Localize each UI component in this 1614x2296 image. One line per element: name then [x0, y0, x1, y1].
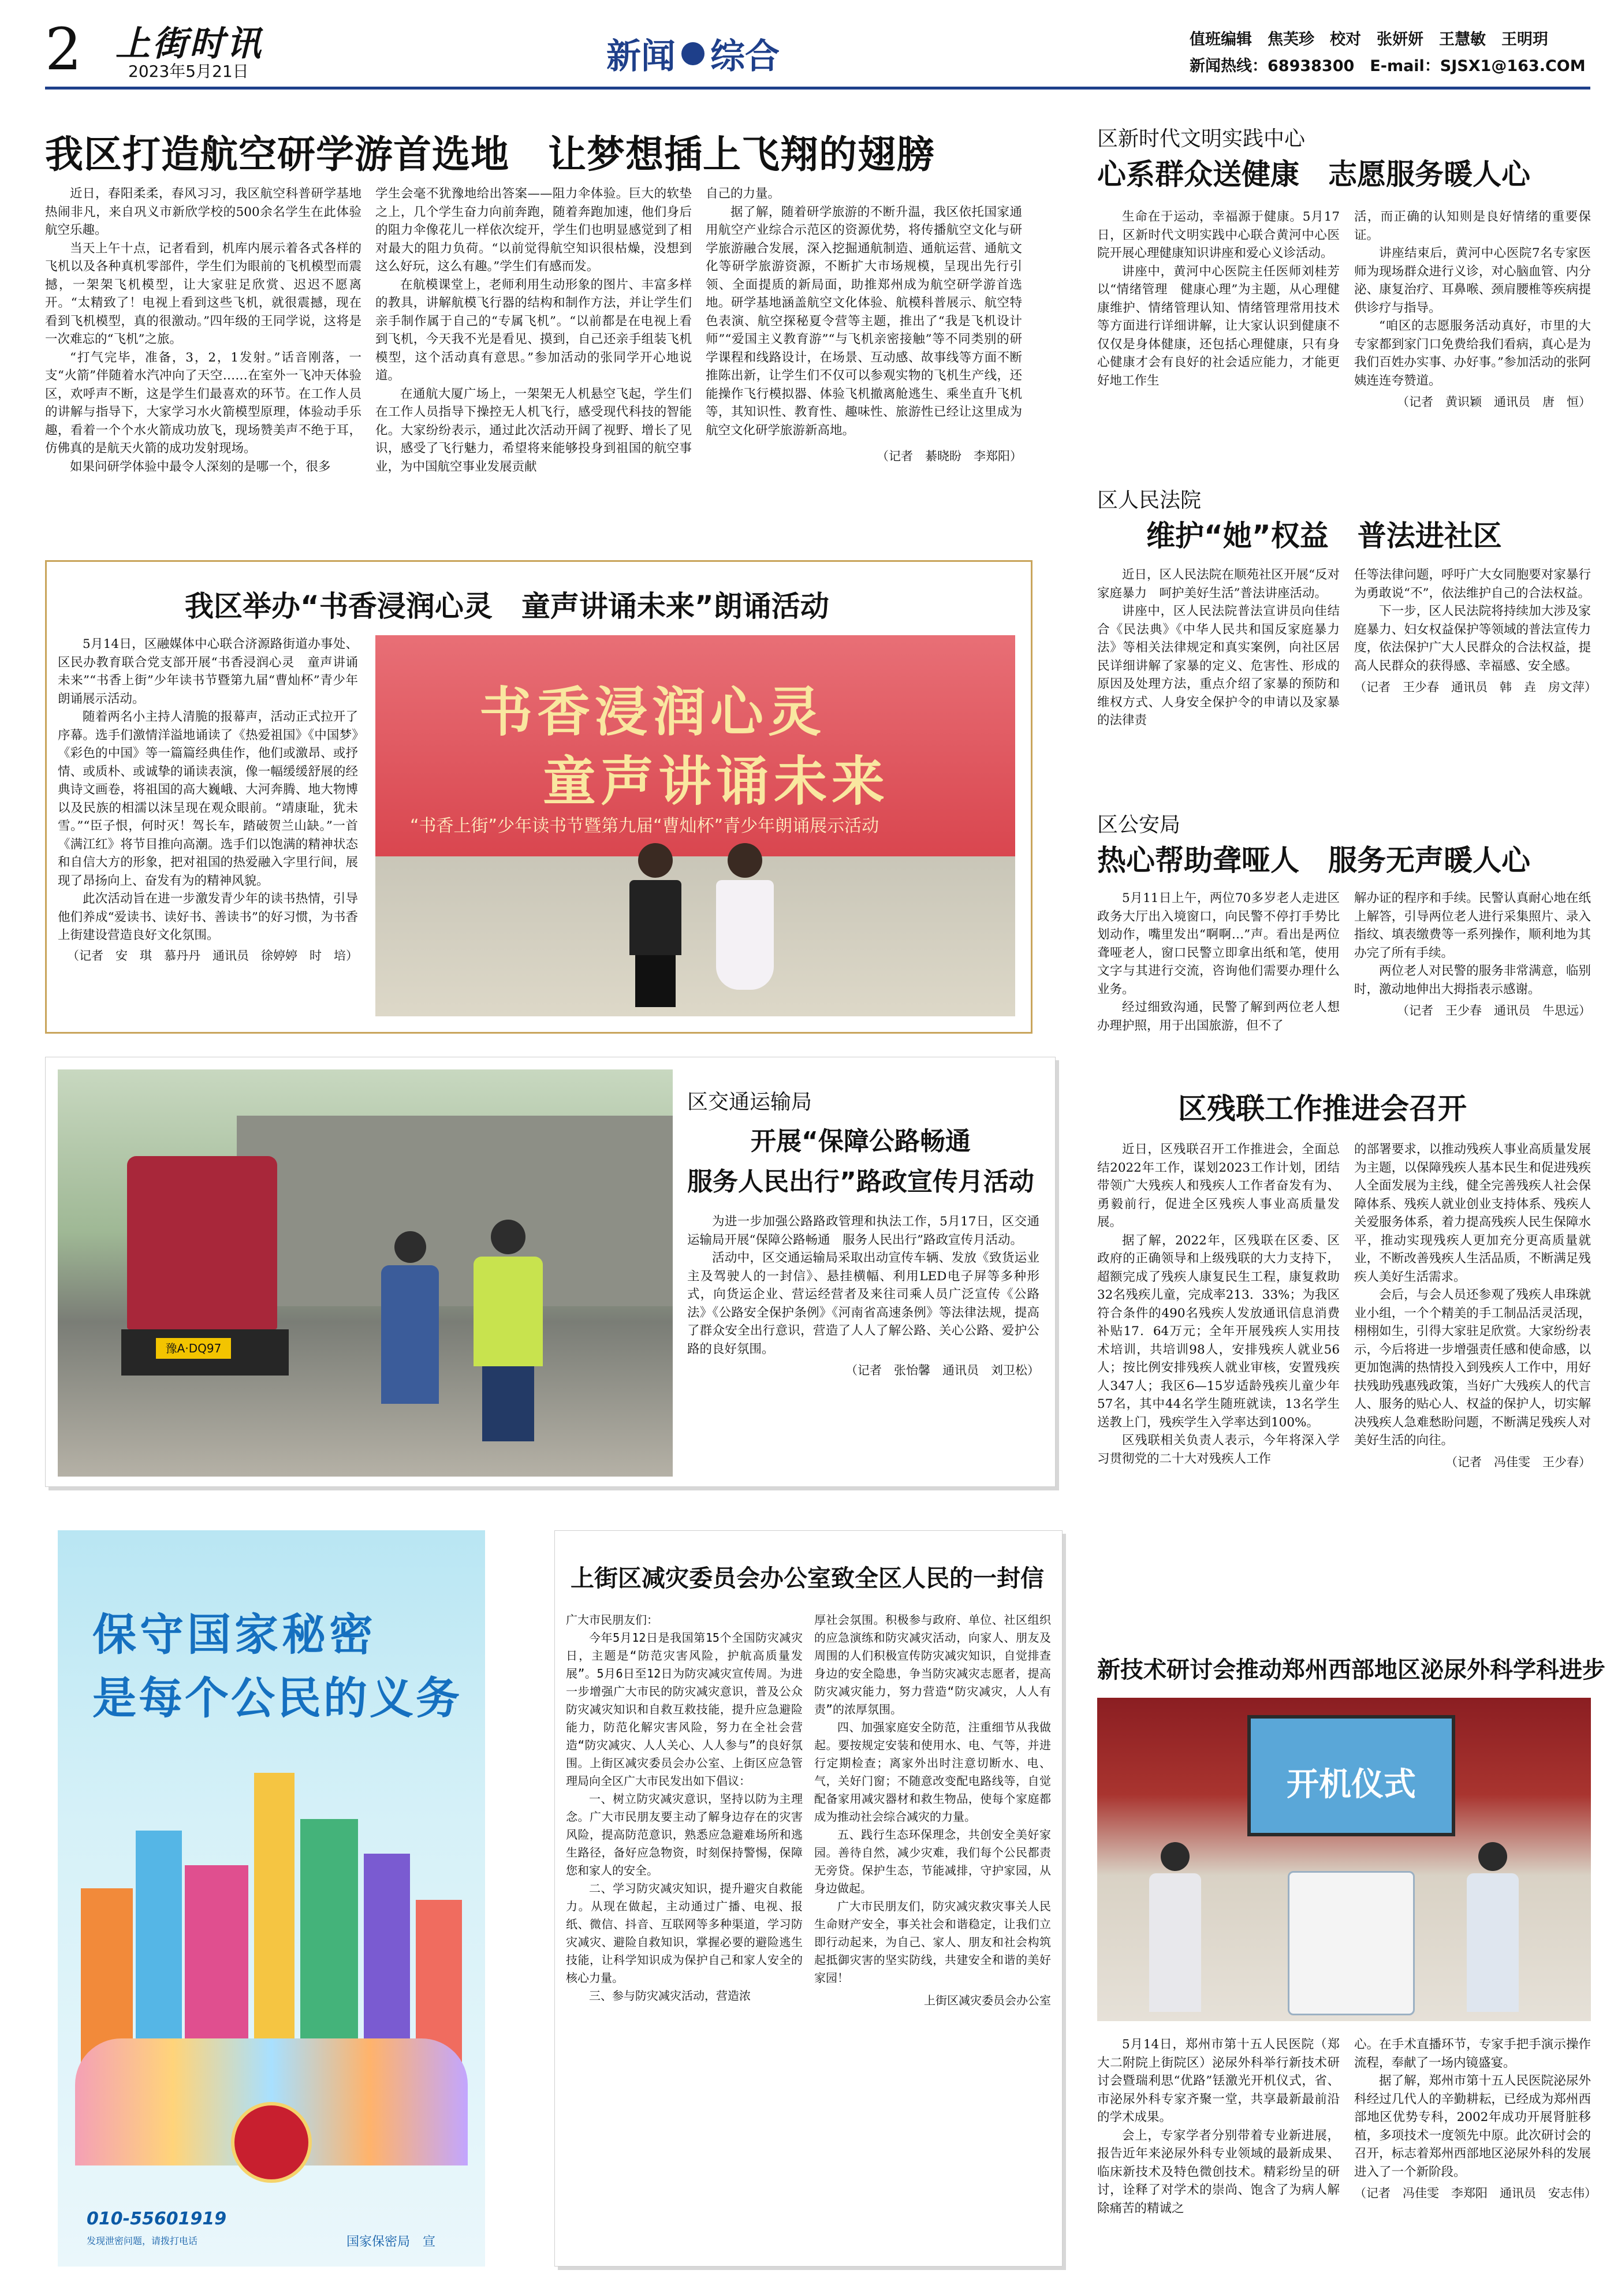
paragraph: 为进一步加强公路路政管理和执法工作，5月17日，区交通运输局开展“保障公路畅通 服务人民出行”路政宣传月活动。: [687, 1214, 1039, 1247]
paragraph: 据了解，2022年，区残联在区委、区政府的正确领导和上级残联的大力支持下，超额完成了残疾人康复民生工程，康复救助32名残疾儿童，完成率213．33%；为我区符合条件的490名残疾人发放通讯信息消费补贴17．64万元；全年开展残疾人实用技术培训，共培训98人，安排残疾人就业56人；按比例安排残疾人就业审核，安置残疾人347人；我区6—15岁适龄残疾儿童少年57名，其中44名学生随班就读，13名学生送教上门，残疾学生入学率达到100%。: [1097, 1233, 1340, 1430]
page-number: 2: [45, 16, 82, 83]
r1-dept: 区新时代文明实践中心: [1097, 127, 1306, 151]
photo-banner-sub: “书香上街”少年读书节暨第九届“曹灿杯”青少年朗诵展示活动: [410, 816, 879, 836]
r5-screen-text: 开机仪式: [1287, 1766, 1416, 1803]
issue-date: 2023年5月21日: [128, 62, 249, 81]
paragraph: 广大市民朋友们：: [566, 1613, 658, 1627]
r4-byline: （记者 冯佳雯 王少春）: [1445, 1455, 1591, 1469]
paragraph: 任等法律问题，呼吁广大女同胞要对家暴行为勇敢说“不”，依法维护自己的合法权益。: [1354, 568, 1591, 601]
r3-col1: [1097, 889, 1340, 1035]
section-dot-icon: [681, 42, 705, 65]
officer-figure: [474, 1220, 543, 1445]
paragraph: 5月14日，区融媒体中心联合济源路街道办事处、区民办教育联合党支部开展“书香浸润心灵 童声讲诵未来”“书香上街”少年读书节暨第九届“曹灿杯”青少年朗诵展示活动。: [58, 637, 358, 706]
paragraph: 下一步，区人民法院将持续加大涉及家庭暴力、妇女权益保护等领域的普法宣传力度，依法保护广大人民群众的合法权益，提高人民群众的获得感、幸福感、安全感。: [1354, 604, 1591, 673]
r4-col2: [1354, 1140, 1591, 1471]
paragraph: 五、践行生态环保理念，共创安全美好家园。善待自然，减少灾难，我们每个公民都责无旁贷。保护生态，节能减排，守护家园，从身边做起。: [814, 1828, 1051, 1895]
poster-phone-note: 发现泄密问题，请拨打电话: [87, 2235, 198, 2246]
r5-photo: [1097, 1698, 1591, 2021]
r5-device: [1288, 1871, 1415, 2015]
r5-col2: [1354, 2036, 1597, 2203]
paragraph: 厚社会氛围。积极参与政府、单位、社区组织的应急演练和防灾减灾活动，向家人、朋友及周围的人们积极宣传防灾减灾知识，自觉排查身边的安全隐患，争当防灾减灾志愿者，提高防灾减灾能力，努力营造“防灾减灾，人人有责”的浓厚氛围。: [814, 1613, 1051, 1716]
r5-headline: 新技术研讨会推动郑州西部地区泌尿外科学科进步: [1097, 1657, 1605, 1683]
art1-col2: [375, 185, 692, 476]
paragraph: 在航模课堂上，老师利用生动形象的图片、丰富多样的教具，讲解航模飞行器的结构和制作方法，并让学生们亲手制作属于自己的“专属飞机”。“以前都是在电视上看到飞机，今天我不光是看见、摸到，自己还亲手组装飞机模型，这个活动真有意思。”参加活动的张同学开心地说道。: [375, 277, 692, 383]
paragraph: 在通航大厦广场上，一架架无人机悬空飞起，学生们在工作人员指导下操控无人机飞行，感受现代科技的智能化。大家纷纷表示，通过此次活动开阔了视野、增长了见识，感受了飞行魅力，希望将来能够投身到祖国的航空事业，为中国航空事业发展贡献: [375, 386, 692, 474]
art2-headline: 我区举办“书香浸润心灵 童声讲诵未来”朗诵活动: [185, 590, 829, 623]
paragraph: 近日，春阳柔柔，春风习习，我区航空科普研学基地热闹非凡，来自巩义市新欣学校的500余名学生在此体验航空乐趣。: [45, 187, 361, 237]
paragraph: 活动中，区交通运输局采取出动宣传车辆、发放《致货运业主及驾驶人的一封信》、悬挂横幅、利用LED电子屏等多种形式，向货运企业、营运经营者及来往司乘人员广泛宣传《公路法》《公路安全保护条例》《河南省高速条例》等法律法规，提高了群众安全出行意识，营造了人人了解公路、关心公路、爱护公路的良好氛围。: [687, 1251, 1039, 1356]
art2-text: [58, 635, 358, 965]
r3-headline: 热心帮助聋哑人 服务无声暖人心: [1097, 844, 1530, 877]
photo-banner-line2: 童声讲诵未来: [543, 750, 890, 812]
letter-headline: 上街区减灾委员会办公室致全区人民的一封信: [571, 1564, 1044, 1592]
poster-line2: 是每个公民的义务: [92, 1672, 462, 1724]
officer-figure: [381, 1231, 439, 1404]
poster-issuer: 国家保密局 宣: [346, 2235, 436, 2249]
paragraph: 学生会毫不犹豫地给出答案——阻力伞体验。巨大的软垫之上，几个学生奋力向前奔跑，随着奔跑加速，他们身后的阻力伞像花儿一样依次绽开，学生们也明显感觉到了相对最大的阻力负荷。“以前觉得航空知识很枯燥，没想到这么好玩，这么有趣。”学生们有感而发。: [375, 187, 692, 274]
art3-headline-line1: 开展“保障公路畅通: [751, 1127, 971, 1156]
poster-phone: 010-55601919: [87, 2209, 227, 2229]
r1-headline: 心系群众送健康 志愿服务暖人心: [1097, 158, 1530, 191]
truck-cab: [127, 1156, 277, 1329]
paragraph: 讲座结束后，黄河中心医院7名专家医师为现场群众进行义诊，对心脑血管、内分泌、康复治疗、耳鼻喉、颈肩腰椎等疾病提供诊疗与指导。: [1354, 246, 1591, 315]
art3-text: [687, 1213, 1039, 1380]
paragraph: 近日，区人民法院在顺苑社区开展“反对家庭暴力 呵护美好生活”普法讲座活动。: [1097, 568, 1340, 601]
paragraph: 解办证的程序和手续。民警认真耐心地在纸上解答，引导两位老人进行采集照片、录入指纹、填表缴费等一系列操作，顺利地为其办完了所有手续。: [1354, 891, 1591, 960]
r3-byline: （记者 王少春 通讯员 牛思远）: [1397, 1004, 1591, 1017]
photo-banner-line1: 书香浸润心灵: [479, 681, 826, 743]
r1-col2: [1354, 208, 1591, 412]
r2-byline: （记者 王少春 通讯员 韩 垚 房文萍）: [1354, 680, 1597, 694]
paragraph: 自己的力量。: [706, 187, 781, 201]
masthead: [0, 0, 1614, 98]
paper-name: 上街时讯: [115, 24, 263, 64]
paragraph: 一、树立防灾减灾意识，坚持以防为主理念。广大市民朋友要主动了解身边存在的灾害风险，提高防范意识，熟悉应急避难场所和逃生路径，备好应急物资，时刻保持警惕，保障您和家人的安全。: [566, 1792, 803, 1877]
paragraph: 三、参与防灾减灾活动，营造浓: [589, 1989, 751, 2003]
paragraph: 四、加强家庭安全防范，注重细节从我做起。要按规定安装和使用水、电、气等，并进行定期检查；离家外出时注意切断水、电、气，关好门窗；不随意改变配电路线等，自觉配备家用减灾器材和救生物品，使每个家庭都成为推动社会综合减灾的力量。: [814, 1720, 1051, 1824]
paragraph: 会后，与会人员还参观了残疾人串珠就业小组，一个个精美的手工制品活灵活现，栩栩如生，引得大家驻足欣赏。大家纷纷表示，今后将进一步增强责任感和使命感，以更加饱满的热情投入到残疾人工作中，用好扶残助残惠残政策，当好广大残疾人的代言人、服务的贴心人、权益的保护人，切实解决残疾人急难愁盼问题，不断满足残疾人对美好生活的向往。: [1354, 1288, 1591, 1448]
letter-signature: 上街区减灾委员会办公室: [924, 1993, 1051, 2007]
r5-screen: [1247, 1715, 1455, 1836]
r5-byline: （记者 冯佳雯 李郑阳 通讯员 安志伟）: [1354, 2186, 1597, 2200]
art2-byline: （记者 安 琪 慕丹丹 通讯员 徐婷婷 时 培）: [67, 948, 358, 963]
editor-credits: 值班编辑 焦芙珍 校对 张妍妍 王慧敏 王明玥: [1190, 31, 1548, 49]
art3-headline-line2: 服务人民出行”路政宣传月活动: [687, 1167, 1034, 1197]
paragraph: 心。在手术直播环节，专家手把手演示操作流程，奉献了一场内镜盛宴。: [1354, 2037, 1591, 2070]
art2-photo: [375, 635, 1015, 1016]
paragraph: 今年5月12日是我国第15个全国防灾减灾日，主题是“防范灾害风险，护航高质量发展”。5月6日至12日为防灾减灾宣传周。为进一步增强广大市民的防灾减灾意识，普及公众防灾减灾知识和自救互救技能，提升应急避险能力，防范化解灾害风险，努力在全社会营造“防灾减灾、人人关心、人人参与”的良好氛围。上街区减灾委员会办公室、上街区应急管理局向全区广大市民发出如下倡议：: [566, 1631, 803, 1788]
paragraph: 讲座中，黄河中心医院主任医师刘桂芳以“情绪管理 健康心理”为主题，从心理健康维护、情绪管理认知、情绪管理常用技术等方面进行详细讲解，让大家认识到健康不仅仅是身体健康，还包括心理健康，只有身心健康才会有良好的社会适应能力，才能更好地工作生: [1097, 264, 1340, 388]
section-title: [606, 29, 780, 79]
poster-seal-icon: [231, 2102, 312, 2183]
paragraph: 两位老人对民警的服务非常满意，临别时，激动地伸出大拇指表示感谢。: [1354, 964, 1591, 997]
r2-col2: [1354, 566, 1597, 697]
art1-col3: [706, 185, 1022, 466]
paragraph: 5月14日，郑州市第十五人民医院（郑大二附院上街院区）泌尿外科举行新技术研讨会暨瑞利思“优路”铥激光开机仪式，省、市泌尿外科专家齐聚一堂，共享最新最前沿的学术成果。: [1097, 2037, 1340, 2124]
letter-col2: [814, 1611, 1051, 2010]
paragraph: 随着两名小主持人清脆的报幕声，活动正式拉开了序幕。选手们激情洋溢地诵读了《热爱祖国》《中国梦》《彩色的中国》等一篇篇经典佳作，他们或激昂、或抒情、或质朴、或诚挚的诵读表演，像一幅缓缓舒展的经典诗文画卷，将祖国的高大巍峨、大河奔腾、地大物博以及民族的相濡以沫呈现在观众眼前。“靖康耻，犹未雪。”“臣子恨，何时灭！驾长车，踏破贺兰山缺。”一首《满江红》将节目推向高潮。选手们以饱满的精神状态和自信大方的形象，把对祖国的热爱融入字里行间，展现了昂扬向上、奋发有为的精神风貌。: [58, 710, 358, 888]
truck-cargo: [237, 1116, 673, 1306]
paragraph: 区残联相关负责人表示，今年将深入学习贯彻党的二十大对残疾人工作: [1097, 1433, 1340, 1466]
paragraph: 当天上午十点，记者看到，机库内展示着各式各样的飞机以及各种真机零部件，学生们为眼前的飞机模型而震撼，一架架飞机模型，让大家驻足欣赏、迟迟不愿离开。“太精致了！电视上看到这些飞机，就很震撼，现在看到飞机模型，真的很激动。”四年级的王同学说，这将是一次难忘的“飞机”之旅。: [45, 241, 361, 346]
art3-dept: 区交通运输局: [687, 1090, 812, 1114]
art3-byline: （记者 张怡馨 通讯员 刘卫松）: [845, 1363, 1039, 1377]
art1-headline: 我区打造航空研学游首选地 让梦想插上飞翔的翅膀: [45, 132, 935, 177]
news-hotline: 新闻热线：68938300 E-mail：SJSX1@163.COM: [1190, 57, 1586, 75]
r5-col1: [1097, 2036, 1340, 2217]
poster-skyline: [81, 1750, 462, 2073]
paragraph: 的部署要求，以推动残疾人事业高质量发展为主题，以保障残疾人基本民生和促进残疾人全面发展为主线，健全完善残疾人社会保障体系、残疾人就业创业支持体系、残疾人关爱服务体系，着力提高残疾人民生保障水平，推动实现残疾人更加充分更高质量就业，不断改善残疾人生活品质，不断满足残疾人美好生活需求。: [1354, 1142, 1591, 1284]
paragraph: “咱区的志愿服务活动真好，市里的大专家都到家门口免费给我们看病，真心是为我们百姓办实事、办好事。”参加活动的张阿姨连连夸赞道。: [1354, 319, 1591, 388]
paragraph: 二、学习防灾减灾知识，提升避灾自救能力。从现在做起，主动通过广播、电视、报纸、微信、抖音、互联网等多种渠道，学习防灾减灾、避险自救知识，掌握必要的避险逃生技能，让科学知识成为保护自己和家人安全的核心力量。: [566, 1881, 803, 1985]
r4-col1: [1097, 1140, 1340, 1468]
paragraph: 如果问研学体验中最令人深刻的是哪一个，很多: [70, 459, 331, 474]
paragraph: 此次活动旨在进一步激发青少年的读书热情，引导他们养成“爱读书、读好书、善读书”的好习惯，为书香上街建设营造良好文化氛围。: [58, 892, 358, 942]
art1-byline: （记者 綦晓盼 李郑阳）: [877, 449, 1022, 463]
paragraph: 近日，区残联召开工作推进会，全面总结2022年工作，谋划2023工作计划，团结带领广大残疾人和残疾人工作者奋发有为、勇毅前行，促进全区残疾人事业高质量发展。: [1097, 1142, 1340, 1229]
poster-line1: 保守国家秘密: [92, 1609, 377, 1660]
paragraph: 活，而正确的认知则是良好情绪的重要保证。: [1354, 210, 1591, 243]
truck-plate: 豫A·DQ97: [156, 1338, 231, 1359]
paragraph: 讲座中，区人民法院普法宣讲员向佳结合《民法典》《中华人民共和国反家庭暴力法》等相关法律规定和真实案例，向社区居民详细讲解了家暴的定义、危害性、形成的原因及处理方法，重点介绍了家暴的预防和维权方式、人身安全保护令的申请以及家暴的法律责: [1097, 604, 1340, 728]
r4-headline: 区残联工作推进会召开: [1178, 1092, 1467, 1125]
section-left: 新闻: [606, 36, 676, 77]
paragraph: 5月11日上午，两位70多岁老人走进区政务大厅出入境窗口，向民警不停打手势比划动作，嘴里发出“啊啊…”声。看出是两位聋哑老人，窗口民警立即拿出纸和笔，使用文字与其进行交流，咨询他们需要办理什么业务。: [1097, 891, 1340, 997]
paragraph: 广大市民朋友们，防灾减灾救灾事关人民生命财产安全，事关社会和谐稳定，让我们立即行动起来，为自己、家人、朋友和社会构筑起抵御灾害的坚实防线，共建安全和谐的美好家园！: [814, 1899, 1051, 1985]
photo-girl: [716, 843, 774, 1011]
secrecy-poster: [58, 1530, 485, 2267]
paragraph: “打气完毕，准备，3，2，1发射。”话音刚落，一支“火箭”伴随着水汽冲向了天空……在室外一飞冲天体验区，欢呼声不断，这是学生们最喜欢的环节。在工作人员的讲解与指导下，大家学习水火箭模型原理，体验动手乐趣，看着一个个水火箭成功放飞，现场赞美声不绝于耳，仿佛真的是航天火箭的成功发射现场。: [45, 350, 361, 456]
r3-dept: 区公安局: [1097, 813, 1181, 837]
paragraph: 据了解，郑州市第十五人民医院泌尿外科经过几代人的辛勤耕耘，已经成为郑州西部地区优势专科，2002年成功开展肾脏移植，多项技术一度领先中原。此次研讨会的召开，标志着郑州西部地区泌尿外科的发展进入了一个新阶段。: [1354, 2074, 1591, 2179]
masthead-rule: [45, 87, 1590, 90]
paragraph: 经过细致沟通，民警了解到两位老人想办理护照，用于出国旅游，但不了: [1097, 1000, 1340, 1033]
letter-col1: [566, 1611, 803, 2005]
r1-col1: [1097, 208, 1340, 390]
art1-col1: [45, 185, 361, 476]
art3-photo: [58, 1069, 673, 1477]
paragraph: 会上，专家学者分别带着专业新进展，报告近年来泌尿外科专业领域的最新成果、临床新技术及特色微创技术。精彩纷呈的研讨，诠释了对学术的崇尚、饱含了为病人解除痛苦的精诚之: [1097, 2128, 1340, 2216]
section-right: 综合: [710, 36, 780, 77]
r5-person: [1467, 1842, 1519, 2015]
paragraph: 生命在于运动，幸福源于健康。5月17日，区新时代文明实践中心联合黄河中心医院开展心理健康知识讲座和爱心义诊活动。: [1097, 210, 1340, 260]
r2-headline: 维护“她”权益 普法进社区: [1146, 519, 1502, 553]
paragraph: 据了解，随着研学旅游的不断升温，我区依托国家通用航空产业综合示范区的资源优势，将传播航空文化与研学旅游融合发展，深入挖掘通航制造、通航运营、通航文化等研学旅游资源，不断扩大市场规模，呈现出先行引领、全面提质的新局面，助推郑州成为航空研学游首选地。研学基地涵盖航空文化体验、航模科普展示、航空特色表演、航空探秘夏令营等主题，推出了“我是飞机设计师”“爱国主义教育游”“与飞机亲密接触”等不同类别的研学课程和线路设计，在场景、互动感、故事线等方面不断推陈出新，让学生们不仅可以参观实物的飞机生产线，还能操作飞行模拟器、体验飞机撤离舱逃生、乘坐直升飞机等，其知识性、教育性、趣味性、旅游性已经让这里成为航空文化研学旅游新高地。: [706, 204, 1022, 438]
r5-person: [1149, 1842, 1201, 2015]
r1-byline: （记者 黄识颖 通讯员 唐 恒）: [1397, 395, 1591, 409]
r2-col1: [1097, 566, 1340, 730]
photo-boy: [629, 843, 681, 1011]
r2-dept: 区人民法院: [1097, 489, 1202, 512]
r3-col2: [1354, 889, 1591, 1020]
